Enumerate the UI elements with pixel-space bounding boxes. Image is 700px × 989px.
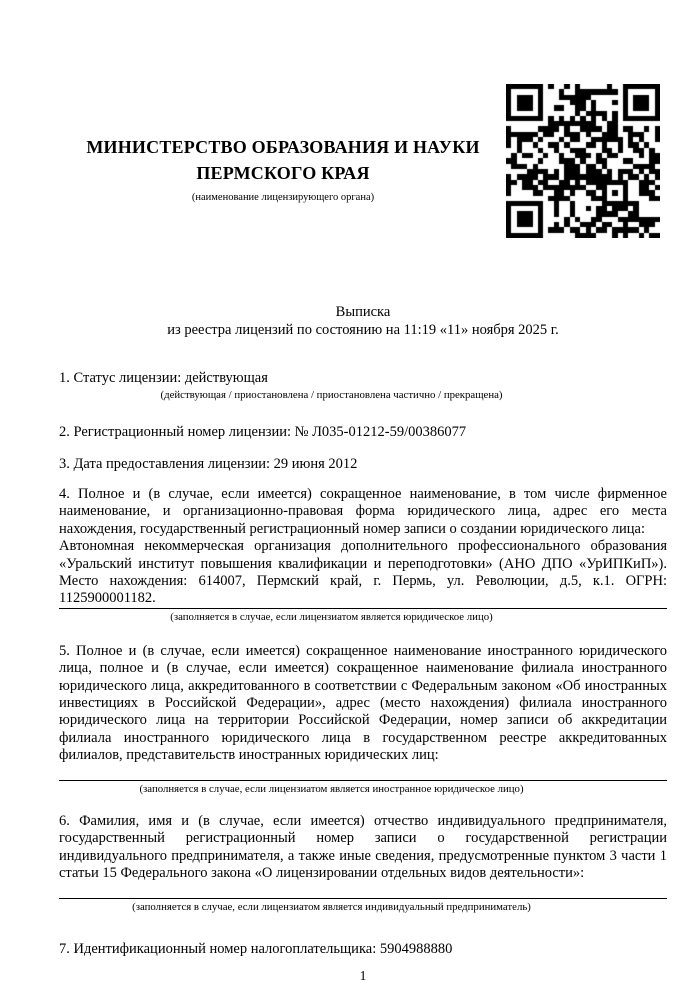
item-6-entrepreneur-heading: 6. Фамилия, имя и (в случае, если имеется) отчество индивидуального предпринимателя, государственный регистрационный номер записи о государственной регистрации индивидуального предпринимателя, а также иные сведения, предусмотренные пунктом 3 части 1 статьи 15 Федерального закона «О лицензировании отдельных видов деятельности»: [59, 812, 667, 881]
document-header [59, 134, 507, 204]
document-title-line1: Выписка [335, 304, 391, 320]
licensing-authority-name [59, 134, 507, 186]
item-4-legal-entity-value: Автономная некоммерческая организация дополнительного профессионального образования «Уральский институт повышения квалификации и переподготовки» (АНО ДПО «УрИПКиП»). Место нахождения: 614007, Пермский край, г. Пермь, ул. Революции, д.5, к.1. ОГРН: 1125900001182. [59, 538, 667, 607]
qr-code [506, 84, 660, 238]
authority-name-line2: ПЕРМСКОГО КРАЯ [196, 163, 370, 183]
qr-code-canvas [506, 84, 660, 238]
item-7-taxpayer-id: 7. Идентификационный номер налогоплательщика: 5904988880 [59, 941, 453, 958]
item-5-fill-rule [59, 780, 667, 781]
item-4-legal-entity-heading: 4. Полное и (в случае, если имеется) сокращенное наименование, в том числе фирменное наименование, и организационно-правовая форма юридического лица, адрес его места нахождения, государственный регистрационный номер записи о создании юридического лица: [59, 486, 667, 537]
document-title-line2: из реестра лицензий по состоянию на 11:19 «11» ноября 2025 г. [167, 322, 559, 338]
item-5-foreign-entity-heading: 5. Полное и (в случае, если имеется) сокращенное наименование иностранного юридического лица, полное и (в случае, если имеется) сокращенное наименование филиала иностранного юридического лица, аккредитованного в соответствии с Федеральным законом «Об иностранных инвестициях в Российской Федерации», адрес (место нахождения) филиала иностранного юридического лица на территории Российской Федерации, номер записи об аккредитации филиала иностранного юридического лица в государственном реестре аккредитованных филиалов, представительств иностранных юридических лиц: [59, 642, 667, 764]
item-6-fill-rule [59, 898, 667, 899]
item-2-registration-number: 2. Регистрационный номер лицензии: № Л035-01212-59/00386077 [59, 424, 467, 440]
item-1-license-status: 1. Статус лицензии: действующая [59, 370, 268, 386]
item-6-caption: (заполняется в случае, если лицензиатом является индивидуальный предприниматель) [132, 901, 531, 914]
authority-name-line1: МИНИСТЕРСТВО ОБРАЗОВАНИЯ И НАУКИ [86, 137, 480, 157]
item-1-status-options-caption: (действующая / приостановлена / приостановлена частично / прекращена) [160, 389, 503, 401]
item-4-fill-rule [59, 608, 667, 609]
page-number: 1 [359, 968, 367, 984]
document-title [59, 303, 667, 339]
licensing-authority-caption: (наименование лицензирующего органа) [191, 192, 375, 203]
item-5-caption: (заполняется в случае, если лицензиатом является иностранное юридическое лицо) [139, 782, 524, 795]
document-body [59, 303, 667, 985]
item-3-grant-date: 3. Дата предоставления лицензии: 29 июня 2012 [59, 456, 358, 472]
item-4-caption: (заполняется в случае, если лицензиатом является юридическое лицо) [170, 610, 493, 623]
